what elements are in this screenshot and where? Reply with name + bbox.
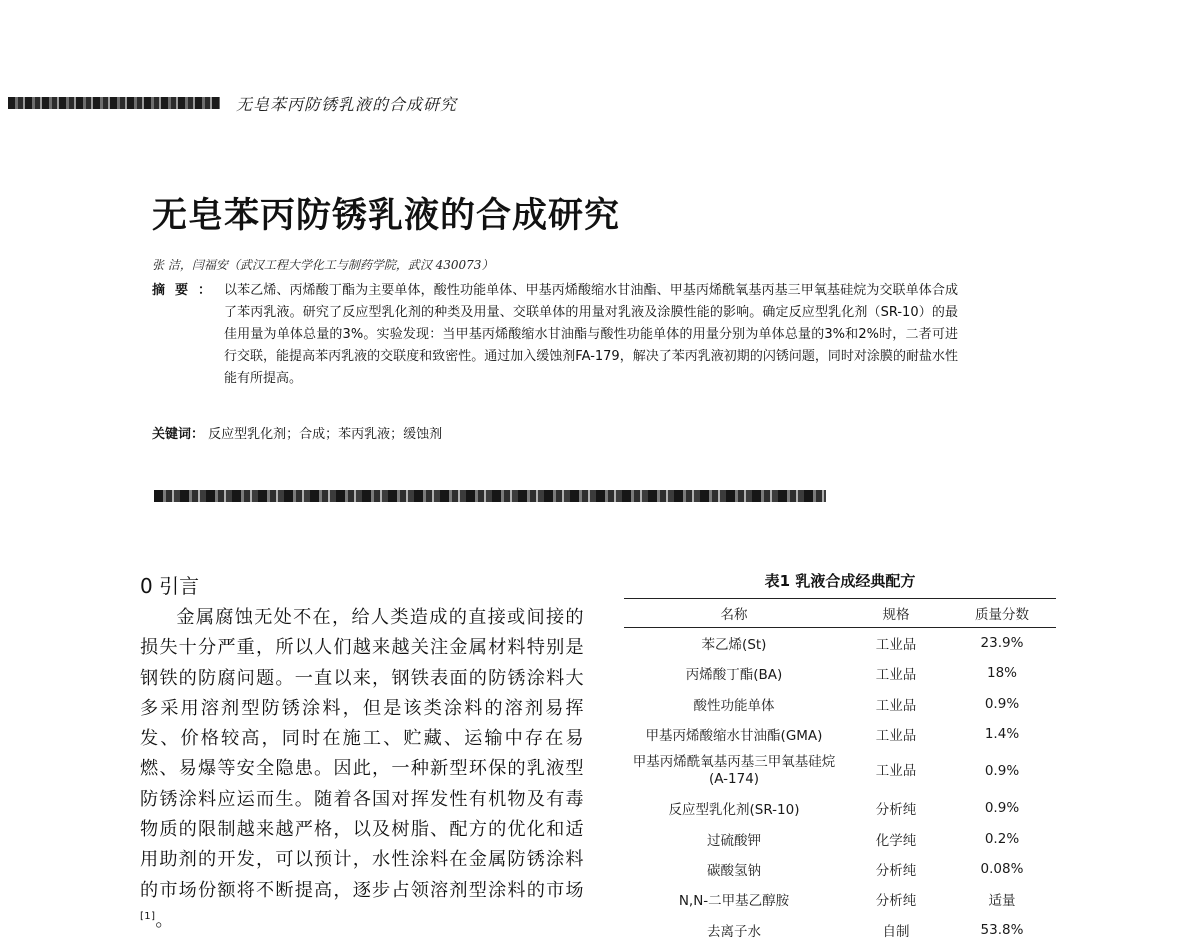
table-caption: 表1 乳液合成经典配方 bbox=[764, 572, 916, 590]
table-cell-name: 反应型乳化剂(SR-10) bbox=[668, 802, 800, 819]
table-header-name: 名称 bbox=[624, 599, 844, 628]
keywords bbox=[152, 424, 442, 446]
table-cell-grade: 工业品 bbox=[875, 667, 917, 684]
intro-body-text: 金属腐蚀无处不在，给人类造成的直接或间接的损失十分严重，所以人们越来越关注金属材料特别是钢铁的防腐问题。一直以来，钢铁表面的防锈涂料大多采用溶剂型防锈涂料，但是该类涂料的溶剂易挥发、价格较高，同时在施工、贮藏、运输中存在易燃、易爆等安全隐患。因此，一种新型环保的乳液型防锈涂料应运而生。随着各国对挥发性有机物及有毒物质的限制越来越严格，以及树脂、配方的优化和适用助剂的开发，可以预计，水性涂料在金属防锈涂料的市场份额将不断提高，逐步占领溶剂型涂料的市场 bbox=[140, 607, 584, 901]
table-row bbox=[624, 658, 1056, 688]
table-row bbox=[624, 719, 1056, 749]
abstract bbox=[152, 280, 958, 390]
table-cell-mass: 18% bbox=[986, 665, 1017, 682]
intro-end-punct: 。 bbox=[155, 909, 174, 931]
table-header-row bbox=[624, 599, 1056, 628]
table-cell-name: 去离子水 bbox=[707, 923, 761, 940]
table-cell-grade: 工业品 bbox=[875, 637, 917, 654]
section-heading-intro: 0 引言 bbox=[140, 574, 200, 598]
table-cell-name: 丙烯酸丁酯(BA) bbox=[685, 667, 783, 684]
table-cell-mass: 0.9% bbox=[984, 762, 1020, 779]
table-cell-mass: 适量 bbox=[988, 893, 1016, 910]
table-cell-mass: 0.9% bbox=[984, 800, 1020, 817]
table-cell-grade: 分析纯 bbox=[875, 862, 917, 879]
table-cell-mass: 0.08% bbox=[980, 860, 1024, 877]
abstract-text: 以苯乙烯、丙烯酸丁酯为主要单体，酸性功能单体、甲基丙烯酸缩水甘油酯、甲基丙烯酰氧基丙基三甲氧基硅烷为交联单体合成了苯丙乳液。研究了反应型乳化剂的种类及用量、交联单体的用量对乳液及涂膜性能的影响。确定反应型乳化剂（SR-10）的最佳用量为单体总量的3%。实验发现：当甲基丙烯酸缩水甘油酯与酸性功能单体的用量分别为单体总量的3%和2%时，二者可进行交联，能提高苯丙乳液的交联度和致密性。通过加入缓蚀剂FA-179，解决了苯丙乳液初期的闪锈问题，同时对涂膜的耐盐水性能有所提高。 bbox=[224, 283, 958, 386]
intro-paragraph bbox=[140, 603, 584, 936]
table-cell-grade: 自制 bbox=[882, 923, 910, 940]
table-cell-grade: 分析纯 bbox=[875, 893, 917, 910]
table-cell-name: 苯乙烯(St) bbox=[701, 637, 767, 654]
table-cell-mass: 23.9% bbox=[980, 635, 1024, 652]
table-cell-mass: 1.4% bbox=[984, 726, 1020, 743]
table-cell-name: N,N-二甲基乙醇胺 bbox=[678, 893, 790, 910]
table-cell-grade: 化学纯 bbox=[875, 832, 917, 849]
table-cell-name: 甲基丙烯酸缩水甘油酯(GMA) bbox=[645, 728, 823, 745]
table-cell-grade: 工业品 bbox=[875, 762, 917, 779]
table-cell-name: 甲基丙烯酰氧基丙基三甲氧基硅烷(A-174) bbox=[632, 754, 836, 788]
section-separator-bar bbox=[154, 490, 826, 502]
paper-title: 无皂苯丙防锈乳液的合成研究 bbox=[152, 196, 621, 236]
table-cell-name: 碳酸氢钠 bbox=[707, 862, 761, 879]
table-cell-mass: 53.8% bbox=[980, 921, 1024, 938]
table-row bbox=[624, 689, 1056, 719]
table-row bbox=[624, 823, 1056, 853]
table-row bbox=[624, 914, 1056, 944]
table-cell-name: 过硫酸钾 bbox=[707, 832, 761, 849]
formula-table bbox=[624, 598, 1056, 945]
table-cell-name: 酸性功能单体 bbox=[693, 697, 775, 714]
table-row bbox=[624, 854, 1056, 884]
table-cell-grade: 工业品 bbox=[875, 697, 917, 714]
formula-table-wrapper bbox=[624, 598, 1056, 945]
table-row bbox=[624, 793, 1056, 823]
keywords-label: 关键词： bbox=[152, 427, 205, 442]
table-cell-mass: 0.9% bbox=[984, 695, 1020, 712]
table-row bbox=[624, 884, 1056, 914]
table-header-grade: 规格 bbox=[844, 599, 948, 628]
table-cell-grade: 工业品 bbox=[875, 728, 917, 745]
table-cell-mass: 0.2% bbox=[984, 830, 1020, 847]
keywords-text: 反应型乳化剂；合成；苯丙乳液；缓蚀剂 bbox=[208, 427, 443, 442]
table-row bbox=[624, 749, 1056, 793]
abstract-label: 摘要： bbox=[152, 283, 222, 298]
table-header-mass-fraction: 质量分数 bbox=[948, 599, 1056, 628]
citation-ref: [1] bbox=[140, 910, 156, 922]
header-decoration-bar bbox=[8, 97, 220, 109]
table-row bbox=[624, 628, 1056, 659]
table-cell-grade: 分析纯 bbox=[875, 802, 917, 819]
running-header bbox=[0, 90, 457, 116]
author-affiliation: 张 洁，闫福安（武汉工程大学化工与制药学院，武汉 430073） bbox=[152, 258, 494, 272]
running-header-title: 无皂苯丙防锈乳液的合成研究 bbox=[236, 94, 458, 114]
